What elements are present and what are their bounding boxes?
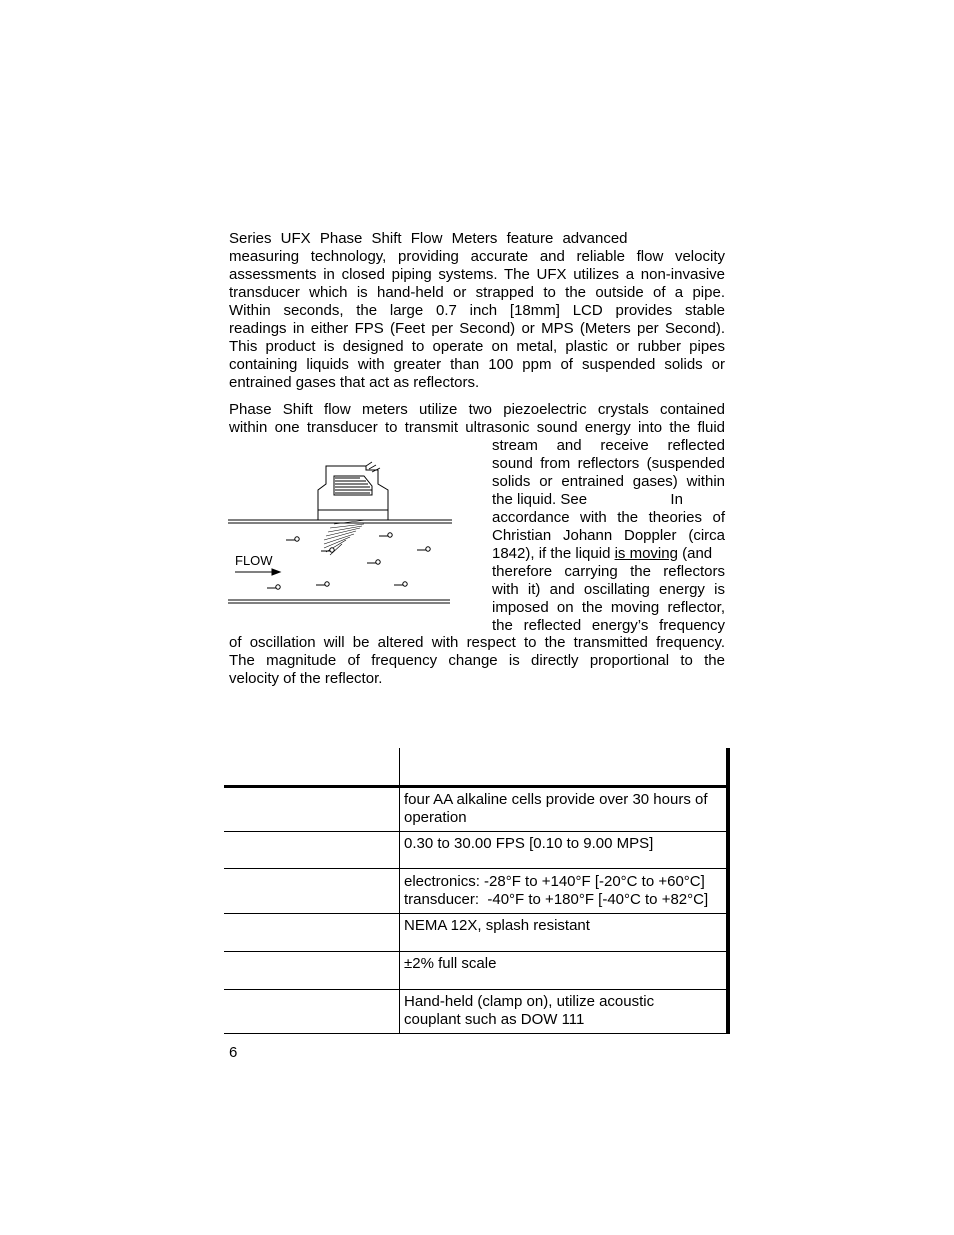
spec-value-cell: Hand-held (clamp on), utilize acoustic couplant such as DOW 111: [400, 989, 729, 1033]
specifications-table: [224, 748, 730, 1034]
spec-value-cell: electronics: -28°F to +140°F [-20°C to +60°C] transducer: -40°F to +180°F [-40°C to +82°C]: [400, 868, 729, 913]
principle-line: solids or entrained gases) within: [492, 473, 725, 490]
principle-line: The magnitude of frequency change is directly proportional to the: [229, 652, 725, 669]
principle-line: Christian Johann Doppler (circa: [492, 527, 725, 544]
principle-line: stream and receive reflected: [492, 437, 725, 454]
spec-label-cell: [224, 951, 400, 989]
principle-line: Phase Shift flow meters utilize two piezoelectric crystals contained: [229, 401, 725, 418]
spec-value-cell: four AA alkaline cells provide over 30 hours of operation: [400, 786, 729, 831]
spec-label-cell: [224, 989, 400, 1033]
reflector: [367, 560, 380, 564]
table-row: [224, 786, 728, 831]
spec-label-cell: [224, 748, 400, 786]
spec-label-cell: [224, 786, 400, 831]
transducer-display-lines: [335, 478, 372, 493]
principle-line: of oscillation will be altered with respect to the transmitted frequency.: [229, 634, 725, 651]
table-row: [224, 831, 728, 868]
intro-line: containing liquids with greater than 100 ppm of suspended solids or: [229, 356, 725, 373]
table-row: [224, 989, 728, 1033]
principle-line: sound from reflectors (suspended: [492, 455, 725, 472]
table-row: [224, 913, 728, 951]
principle-wrap-column: [492, 437, 725, 635]
reflector: [394, 582, 407, 586]
principle-paragraph-bottom: [229, 634, 725, 688]
spec-label-cell: [224, 913, 400, 951]
spec-value-cell: NEMA 12X, splash resistant: [400, 913, 729, 951]
principle-line: imposed on the moving reflector,: [492, 599, 725, 616]
intro-line: entrained gases that act as reflectors.: [229, 374, 480, 391]
principle-line: the liquid. See In: [492, 491, 683, 508]
flow-arrow: [235, 569, 280, 575]
reflector: [267, 585, 280, 589]
intro-line: transducer which is hand-held or strapped to the outside of a pipe.: [229, 284, 725, 301]
reflector: [321, 548, 334, 552]
intro-paragraph: [229, 230, 725, 392]
spec-value-cell: [400, 748, 729, 786]
transducer-display-frame: [334, 476, 372, 495]
spec-value-cell: 0.30 to 30.00 FPS [0.10 to 9.00 MPS]: [400, 831, 729, 868]
spec-value-cell: ±2% full scale: [400, 951, 729, 989]
transducer-body: [318, 466, 388, 510]
flow-label: FLOW: [235, 553, 273, 568]
table-row: [224, 748, 728, 786]
principle-paragraph-top: [229, 401, 725, 437]
reflectors: [267, 533, 430, 589]
intro-line: assessments in closed piping systems. The UFX utilizes a non-invasive: [229, 266, 725, 283]
principle-line: accordance with the theories of: [492, 509, 725, 526]
intro-line: Within seconds, the large 0.7 inch [18mm] LCD provides stable: [229, 302, 725, 319]
table-row: [224, 951, 728, 989]
principle-line: velocity of the reflector.: [229, 670, 383, 687]
reflector: [316, 582, 329, 586]
principle-line: with it) and oscillating energy is: [492, 581, 725, 598]
spec-label-cell: [224, 868, 400, 913]
transducer-pipe-diagram: [226, 458, 454, 608]
page-number: 6: [229, 1044, 238, 1061]
intro-line: Series UFX Phase Shift Flow Meters feature advanced: [229, 230, 628, 247]
intro-line: measuring technology, providing accurate and reliable flow velocity: [229, 248, 725, 265]
principle-line: the reflected energy’s frequency: [492, 617, 725, 634]
underlined-phrase: is moving: [614, 545, 678, 562]
principle-line: therefore carrying the reflectors: [492, 563, 725, 580]
intro-line: This product is designed to operate on metal, plastic or rubber pipes: [229, 338, 725, 355]
intro-line: readings in either FPS (Feet per Second) or MPS (Meters per Second).: [229, 320, 725, 337]
reflector: [286, 537, 299, 541]
principle-line: within one transducer to transmit ultrasonic sound energy into the fluid: [229, 419, 725, 436]
principle-line: 1842), if the liquid is moving (and: [492, 545, 713, 562]
reflector: [417, 547, 430, 551]
spec-label-cell: [224, 831, 400, 868]
transducer-base: [318, 510, 388, 520]
table-row: [224, 868, 728, 913]
reflector: [379, 533, 392, 537]
